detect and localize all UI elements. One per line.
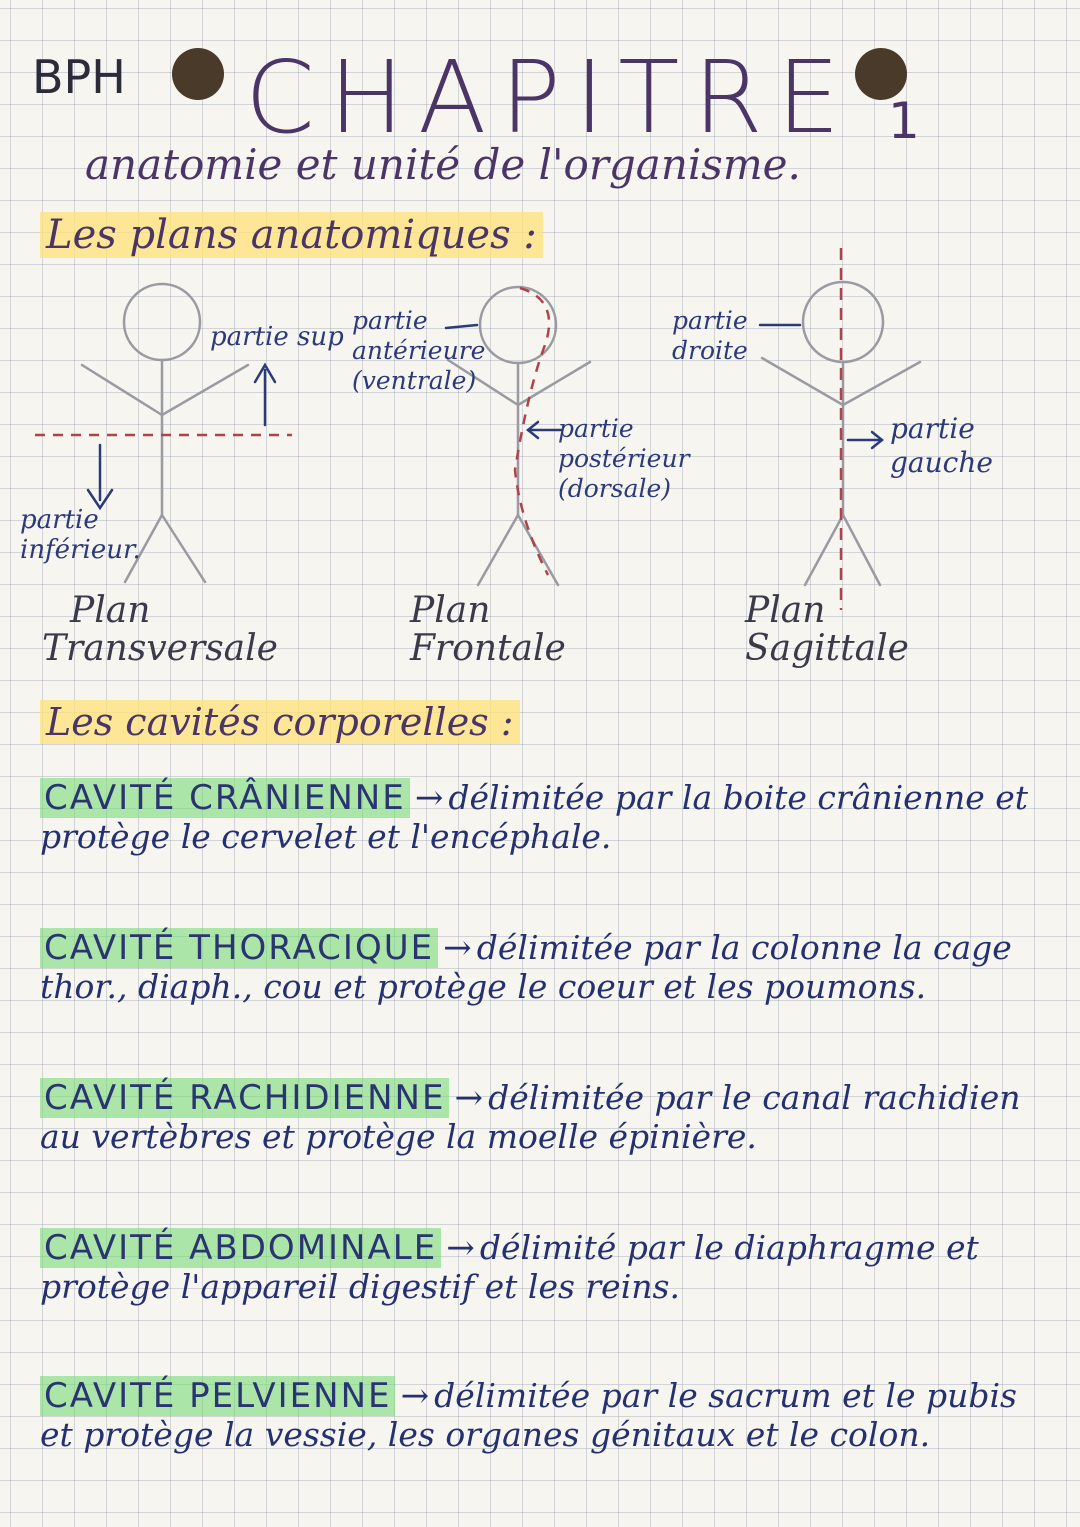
cavity-name: CAVITÉ CRÂNIENNE: [40, 778, 410, 818]
label-partie-anterieure: partie antérieure (ventrale): [352, 306, 486, 395]
cavity-description: délimitée par la colonne la cage thor., diaph., cou et protège le coeur et les poumons.: [40, 928, 1012, 1006]
cavity-item-abdominale: [40, 1228, 1060, 1306]
cavity-item-rachidienne: [40, 1078, 1060, 1156]
label-partie-inferieur: partie inférieur.: [20, 505, 141, 565]
chapter-subtitle: anatomie et unité de l'organisme.: [85, 140, 801, 189]
cavity-name: CAVITÉ RACHIDIENNE: [40, 1078, 449, 1118]
section-heading-cavities: Les cavités corporelles :: [40, 700, 520, 744]
figure-transversal-head: [124, 284, 200, 360]
label-partie-droite: partie droite: [672, 306, 748, 365]
chapter-number: 1: [888, 92, 920, 150]
label-partie-posterieure: partie postérieur (dorsale): [558, 414, 690, 503]
chapter-title: CHAPITRE: [245, 39, 854, 156]
cavity-arrow-icon: →: [454, 1078, 484, 1118]
label-partie-gauche: partie gauche: [890, 412, 993, 479]
cavity-item-cranienne: [40, 778, 1060, 856]
cavity-description: délimitée par le canal rachidien au vertèbres et protège la moelle épinière.: [40, 1078, 1021, 1156]
cavity-arrow-icon: →: [414, 778, 444, 818]
cavity-description: délimité par le diaphragme et protège l'appareil digestif et les reins.: [40, 1228, 979, 1306]
cavity-name: CAVITÉ PELVIENNE: [40, 1376, 395, 1416]
cavity-item-pelvienne: [40, 1376, 1060, 1454]
figure-sagittal-head: [803, 282, 883, 362]
cavity-item-thoracique: [40, 928, 1060, 1006]
cavity-description: délimitée par la boite crânienne et protège le cervelet et l'encéphale.: [40, 778, 1029, 856]
cavity-description: délimitée par le sacrum et le pubis et protège la vessie, les organes génitaux et le colon.: [40, 1376, 1017, 1454]
cavity-arrow-icon: →: [443, 928, 472, 968]
cavity-arrow-icon: →: [446, 1228, 475, 1268]
label-partie-sup: partie sup: [210, 322, 344, 352]
plane-name-frontale: Plan Frontale: [410, 590, 566, 669]
section-heading-planes: Les plans anatomiques :: [40, 212, 543, 258]
cavity-arrow-icon: →: [400, 1376, 430, 1416]
cavity-name: CAVITÉ THORACIQUE: [40, 928, 438, 968]
plane-name-sagittale: Plan Sagittale: [745, 590, 909, 669]
course-tag: BPH: [32, 50, 126, 104]
cavity-name: CAVITÉ ABDOMINALE: [40, 1228, 441, 1268]
plane-name-transversale: Plan Transversale: [42, 590, 278, 669]
